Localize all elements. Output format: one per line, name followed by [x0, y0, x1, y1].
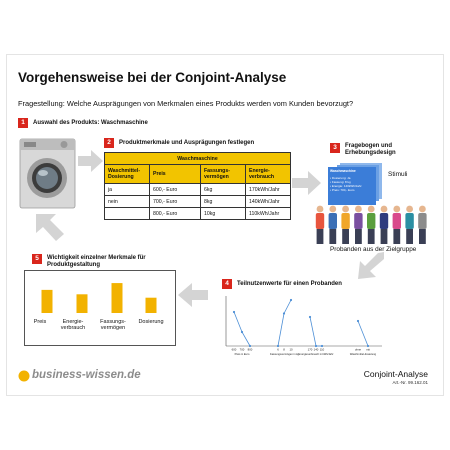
arrow-left-icon: [177, 282, 209, 308]
table-header: Energie-verbrauch: [246, 165, 291, 184]
arrow-down-left-icon: [356, 250, 386, 282]
partworth-line-chart: [224, 292, 384, 358]
importance-bar: [112, 283, 123, 313]
tick-label: ohne: [354, 347, 362, 352]
table-cell: ja: [105, 184, 150, 196]
arrow-right-icon: [78, 148, 104, 174]
table-row: [105, 196, 291, 208]
bar-label: Fassungs-vermögen: [100, 319, 126, 331]
table-cell: 6kg: [201, 184, 246, 196]
group-caption: Preis in Euro: [234, 353, 250, 356]
step-5-label: Wichtigkeit einzelner Merkmale für Produktgestaltung: [47, 255, 146, 268]
table-cell: 10kg: [201, 208, 246, 220]
step-2-label: Produktmerkmale und Ausprägungen festlegen: [119, 140, 255, 146]
probanden-label: Probanden aus der Zielgruppe: [330, 246, 417, 253]
table-cell: 110kWh/Jahr: [246, 208, 291, 220]
washing-machine-image: [19, 138, 77, 210]
brand-logo: business-wissen.de: [32, 369, 141, 381]
importance-bar: [42, 290, 53, 313]
questionnaire-line: • Fassung: 8 kg: [330, 180, 351, 184]
table-row: [105, 184, 291, 196]
logo-dot-icon: [18, 370, 30, 382]
step-5-badge: 5: [32, 254, 42, 264]
tick-label: mit: [366, 347, 370, 352]
partworth-line: [278, 300, 291, 346]
attributes-table: [104, 152, 291, 220]
step-4-label: Teilnutzenwerte für einen Probanden: [237, 281, 342, 287]
questionnaire-card: [328, 167, 376, 205]
group-caption: Waschmittel-dosierung: [349, 353, 377, 356]
tick-label: 8: [283, 347, 285, 352]
table-header: Waschmittel-Dosierung: [105, 165, 150, 184]
questionnaire-line: • Energie: 140kWh/Jahr: [330, 184, 362, 188]
table-cell: nein: [105, 196, 150, 208]
step-2-badge: 2: [104, 138, 114, 148]
footer-title: Conjoint-Analyse: [363, 369, 428, 379]
tick-label: 110: [319, 347, 325, 352]
table-cell: 170kWh/Jahr: [246, 184, 291, 196]
slide-title: Vorgehensweise bei der Conjoint-Analyse: [18, 70, 287, 85]
step-3-badge: 3: [330, 143, 340, 153]
questionnaire-heading: Waschmaschine: [330, 169, 356, 173]
table-row: [105, 208, 291, 220]
questionnaire-line: • Preis: 700,- Euro: [330, 188, 355, 192]
tick-label: 800: [247, 347, 253, 352]
respondents-people-icon: [314, 202, 434, 248]
table-header: Preis: [150, 165, 201, 184]
table-cell: [105, 208, 150, 220]
table-cell: 700,- Euro: [150, 196, 201, 208]
step-3-label: Fragebogen und Erhebungsdesign: [345, 143, 396, 156]
table-cell: 140kWh/Jahr: [246, 196, 291, 208]
tick-label: 600: [231, 347, 237, 352]
arrow-up-left-icon: [34, 212, 66, 242]
tick-label: 6: [277, 347, 279, 352]
table-title: Waschmaschine: [105, 153, 291, 165]
table-cell: 800,- Euro: [150, 208, 201, 220]
table-header: Fassungs-vermögen: [201, 165, 246, 184]
article-number: Art.-Nr. 99.162.01: [392, 380, 428, 385]
bar-label: Preis: [33, 319, 47, 325]
table-cell: 8kg: [201, 196, 246, 208]
step-1-label: Auswahl des Produkts: Waschmaschine: [33, 120, 148, 126]
stimuli-label: Stimuli: [388, 171, 408, 178]
tick-label: 10: [289, 347, 293, 352]
importance-bar: [77, 294, 88, 313]
bar-label: Dosierung: [138, 319, 164, 325]
tick-label: 170: [307, 347, 313, 352]
questionnaire-line: • Dosierung: Ja: [330, 176, 351, 180]
question-text: Fragestellung: Welche Ausprägungen von Merkmalen eines Produkts werden vom Kunden bevorzugt?: [18, 99, 354, 108]
partworth-line: [310, 317, 322, 346]
tick-label: 700: [239, 347, 245, 352]
arrow-right-icon: [292, 170, 322, 196]
bar-axis-labels: [32, 319, 172, 339]
group-caption: Fassungsvermögen in kg: [270, 353, 299, 356]
tick-label: 140: [313, 347, 319, 352]
importance-bar: [146, 298, 157, 313]
step-1-badge: 1: [18, 118, 28, 128]
partworth-line: [358, 321, 368, 346]
group-caption: Energieverbrauch in kWh/Jahr: [298, 353, 334, 356]
step-4-badge: 4: [222, 279, 232, 289]
table-cell: 600,- Euro: [150, 184, 201, 196]
bar-label: Energie-verbrauch: [60, 319, 86, 331]
partworth-line: [234, 312, 250, 346]
